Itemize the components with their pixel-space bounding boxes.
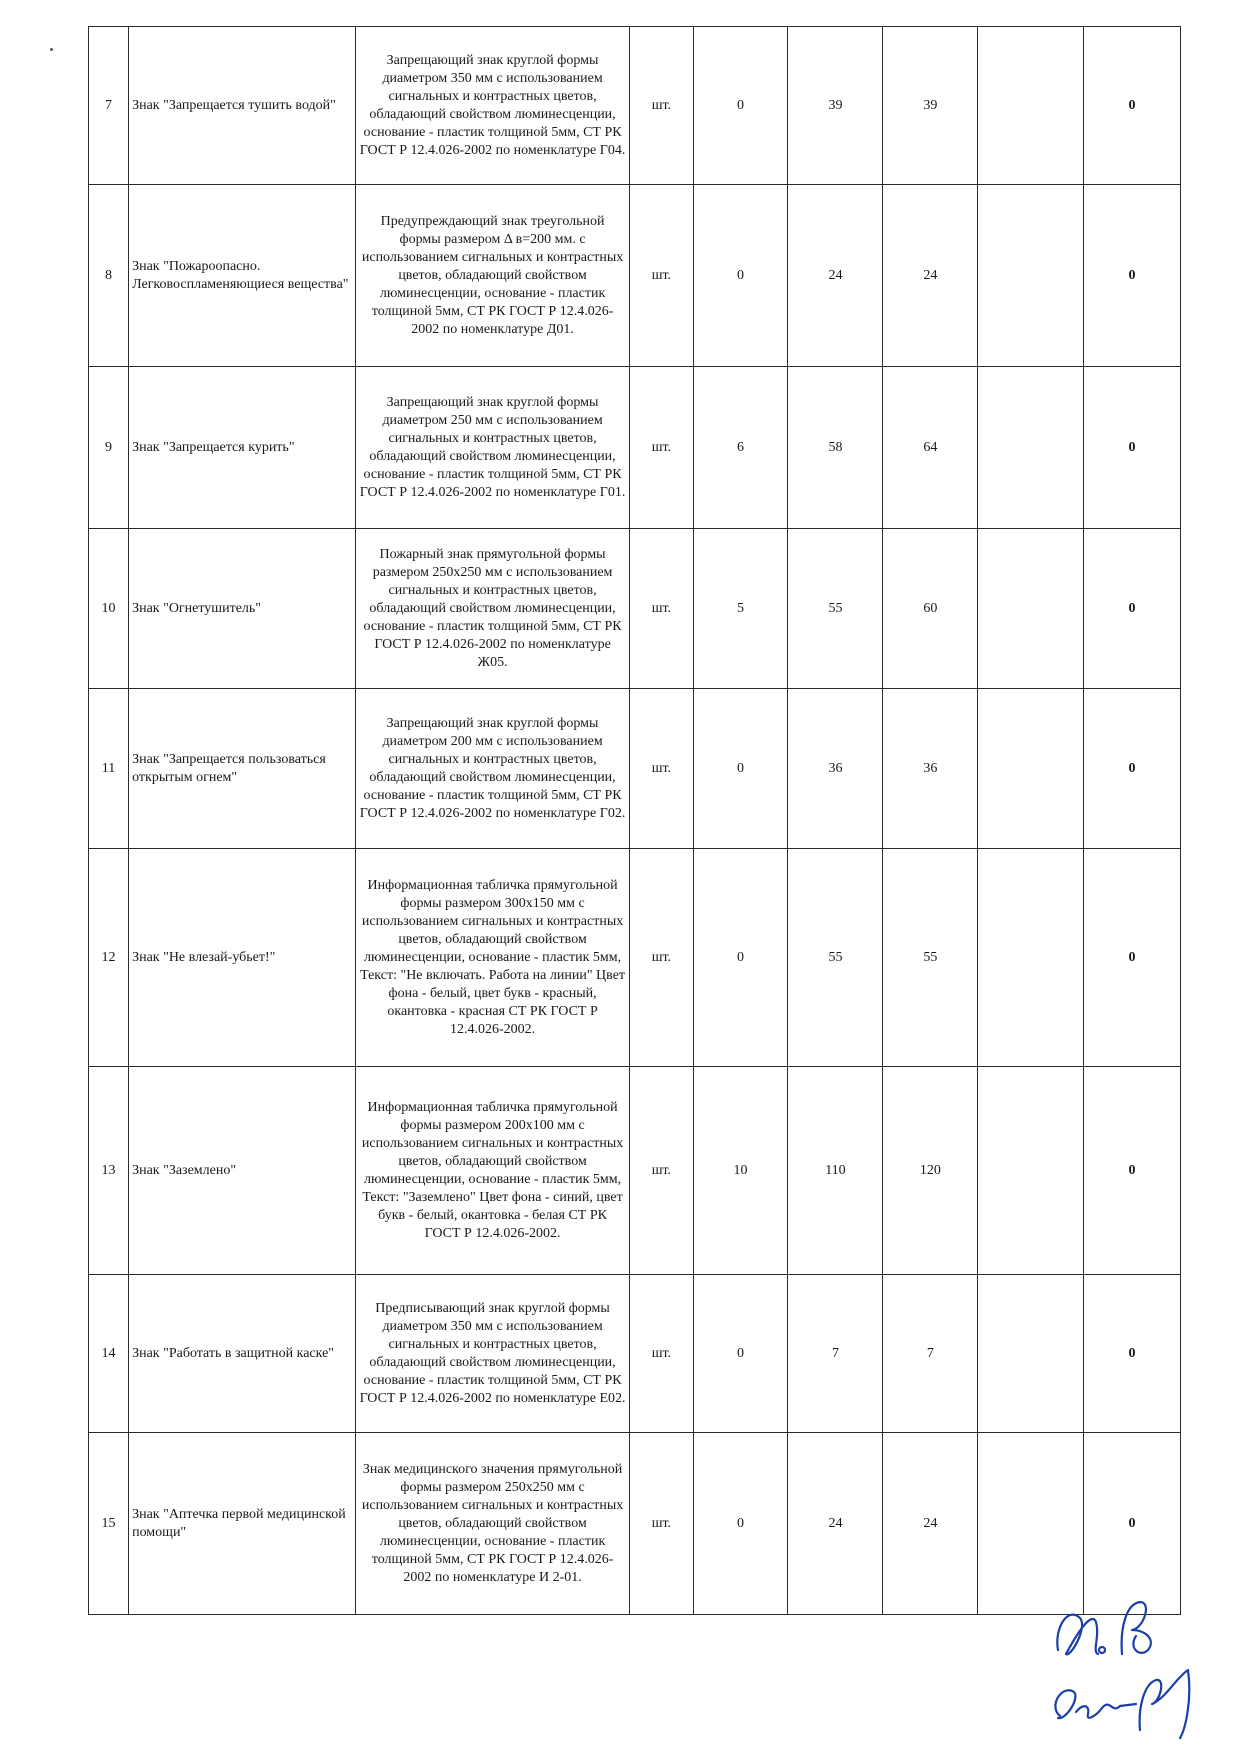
empty-cell <box>978 1275 1084 1433</box>
empty-cell <box>978 185 1084 367</box>
result-cell: 0 <box>1083 849 1180 1067</box>
handwritten-signature <box>1040 1588 1210 1748</box>
quantity-3: 120 <box>883 1067 978 1275</box>
result-cell: 0 <box>1083 27 1180 185</box>
table-row <box>89 849 1181 1067</box>
row-number: 13 <box>89 1067 129 1275</box>
quantity-1: 0 <box>693 1433 788 1615</box>
row-number: 10 <box>89 529 129 689</box>
quantity-2: 55 <box>788 849 883 1067</box>
quantity-2: 24 <box>788 185 883 367</box>
quantity-1: 0 <box>693 185 788 367</box>
result-cell: 0 <box>1083 367 1180 529</box>
unit-cell: шт. <box>630 1275 693 1433</box>
quantity-1: 5 <box>693 529 788 689</box>
sign-description: Предписывающий знак круглой формы диаметром 350 мм с использованием сигнальных и контрастных цветов, обладающий свойством люминесценции, основание - пластик толщиной 5мм, СТ РК ГОСТ Р 12.4.026-2002 по номенклатуре Е02. <box>355 1275 629 1433</box>
row-number: 15 <box>89 1433 129 1615</box>
quantity-3: 7 <box>883 1275 978 1433</box>
quantity-2: 58 <box>788 367 883 529</box>
sign-name: Знак "Работать в защитной каске" <box>129 1275 356 1433</box>
sign-name: Знак "Заземлено" <box>129 1067 356 1275</box>
quantity-1: 0 <box>693 849 788 1067</box>
sign-description: Информационная табличка прямугольной формы размером 200х100 мм с использованием сигнальных и контрастных цветов, обладающий свойством люминесценции, основание - пластик 5мм, Текст: "Заземлено" Цвет фона - синий, цвет букв - белый, окантовка - белая СТ РК ГОСТ Р 12.4.026-2002. <box>355 1067 629 1275</box>
quantity-2: 7 <box>788 1275 883 1433</box>
sign-description: Запрещающий знак круглой формы диаметром 350 мм с использованием сигнальных и контрастных цветов, обладающий свойством люминесценции, основание - пластик толщиной 5мм, СТ РК ГОСТ Р 12.4.026-2002 по номенклатуре Г04. <box>355 27 629 185</box>
table-row <box>89 1275 1181 1433</box>
quantity-2: 36 <box>788 689 883 849</box>
sign-name: Знак "Запрещается курить" <box>129 367 356 529</box>
table-row <box>89 185 1181 367</box>
quantity-2: 110 <box>788 1067 883 1275</box>
empty-cell <box>978 367 1084 529</box>
table-body <box>89 27 1181 1615</box>
empty-cell <box>978 849 1084 1067</box>
unit-cell: шт. <box>630 849 693 1067</box>
unit-cell: шт. <box>630 27 693 185</box>
sign-description: Запрещающий знак круглой формы диаметром 200 мм с использованием сигнальных и контрастных цветов, обладающий свойством люминесценции, основание - пластик толщиной 5мм, СТ РК ГОСТ Р 12.4.026-2002 по номенклатуре Г02. <box>355 689 629 849</box>
quantity-2: 24 <box>788 1433 883 1615</box>
empty-cell <box>978 689 1084 849</box>
table-row <box>89 1433 1181 1615</box>
unit-cell: шт. <box>630 1433 693 1615</box>
quantity-1: 0 <box>693 27 788 185</box>
sign-description: Знак медицинского значения прямугольной формы размером 250х250 мм с использованием сигнальных и контрастных цветов, обладающий свойством люминесценции, основание - пластик толщиной 5мм, СТ РК ГОСТ Р 12.4.026-2002 по номенклатуре И 2-01. <box>355 1433 629 1615</box>
quantity-3: 64 <box>883 367 978 529</box>
quantity-3: 55 <box>883 849 978 1067</box>
row-number: 11 <box>89 689 129 849</box>
sign-name: Знак "Запрещается тушить водой" <box>129 27 356 185</box>
unit-cell: шт. <box>630 185 693 367</box>
sign-name: Знак "Огнетушитель" <box>129 529 356 689</box>
sign-description: Информационная табличка прямугольной формы размером 300х150 мм с использованием сигнальных и контрастных цветов, обладающий свойством люминесценции, основание - пластик 5мм, Текст: "Не включать. Работа на линии" Цвет фона - белый, цвет букв - красный, окантовка - красная СТ РК ГОСТ Р 12.4.026-2002. <box>355 849 629 1067</box>
quantity-2: 39 <box>788 27 883 185</box>
sign-name: Знак "Аптечка первой медицинской помощи" <box>129 1433 356 1615</box>
row-number: 7 <box>89 27 129 185</box>
sign-description: Запрещающий знак круглой формы диаметром 250 мм с использованием сигнальных и контрастных цветов, обладающий свойством люминесценции, основание - пластик толщиной 5мм, СТ РК ГОСТ Р 12.4.026-2002 по номенклатуре Г01. <box>355 367 629 529</box>
sign-name: Знак "Не влезай-убьет!" <box>129 849 356 1067</box>
result-cell: 0 <box>1083 1275 1180 1433</box>
unit-cell: шт. <box>630 367 693 529</box>
quantity-3: 60 <box>883 529 978 689</box>
sign-description: Пожарный знак прямугольной формы размером 250х250 мм с использованием сигнальных и контрастных цветов, обладающий свойством люминесценции, основание - пластик толщиной 5мм, СТ РК ГОСТ Р 12.4.026-2002 по номенклатуре Ж05. <box>355 529 629 689</box>
row-number: 8 <box>89 185 129 367</box>
quantity-3: 24 <box>883 1433 978 1615</box>
scan-speck <box>50 48 53 51</box>
quantity-1: 0 <box>693 1275 788 1433</box>
row-number: 14 <box>89 1275 129 1433</box>
sign-description: Предупреждающий знак треугольной формы размером Δ в=200 мм. с использованием сигнальных и контрастных цветов, обладающий свойством люминесценции, основание - пластик толщиной 5мм, СТ РК ГОСТ Р 12.4.026-2002 по номенклатуре Д01. <box>355 185 629 367</box>
quantity-3: 24 <box>883 185 978 367</box>
quantity-3: 39 <box>883 27 978 185</box>
row-number: 12 <box>89 849 129 1067</box>
quantity-2: 55 <box>788 529 883 689</box>
sign-name: Знак "Пожароопасно. Легковоспламеняющиеся вещества" <box>129 185 356 367</box>
empty-cell <box>978 1067 1084 1275</box>
table-row <box>89 1067 1181 1275</box>
row-number: 9 <box>89 367 129 529</box>
empty-cell <box>978 529 1084 689</box>
table-row <box>89 367 1181 529</box>
result-cell: 0 <box>1083 185 1180 367</box>
result-cell: 0 <box>1083 689 1180 849</box>
quantity-1: 10 <box>693 1067 788 1275</box>
table-row <box>89 27 1181 185</box>
empty-cell <box>978 27 1084 185</box>
signs-table <box>88 26 1181 1615</box>
result-cell: 0 <box>1083 529 1180 689</box>
quantity-3: 36 <box>883 689 978 849</box>
sign-name: Знак "Запрещается пользоваться открытым огнем" <box>129 689 356 849</box>
unit-cell: шт. <box>630 1067 693 1275</box>
table-row <box>89 689 1181 849</box>
result-cell: 0 <box>1083 1067 1180 1275</box>
unit-cell: шт. <box>630 689 693 849</box>
unit-cell: шт. <box>630 529 693 689</box>
quantity-1: 0 <box>693 689 788 849</box>
result-cell: 0 <box>1083 1433 1180 1615</box>
quantity-1: 6 <box>693 367 788 529</box>
table-row <box>89 529 1181 689</box>
